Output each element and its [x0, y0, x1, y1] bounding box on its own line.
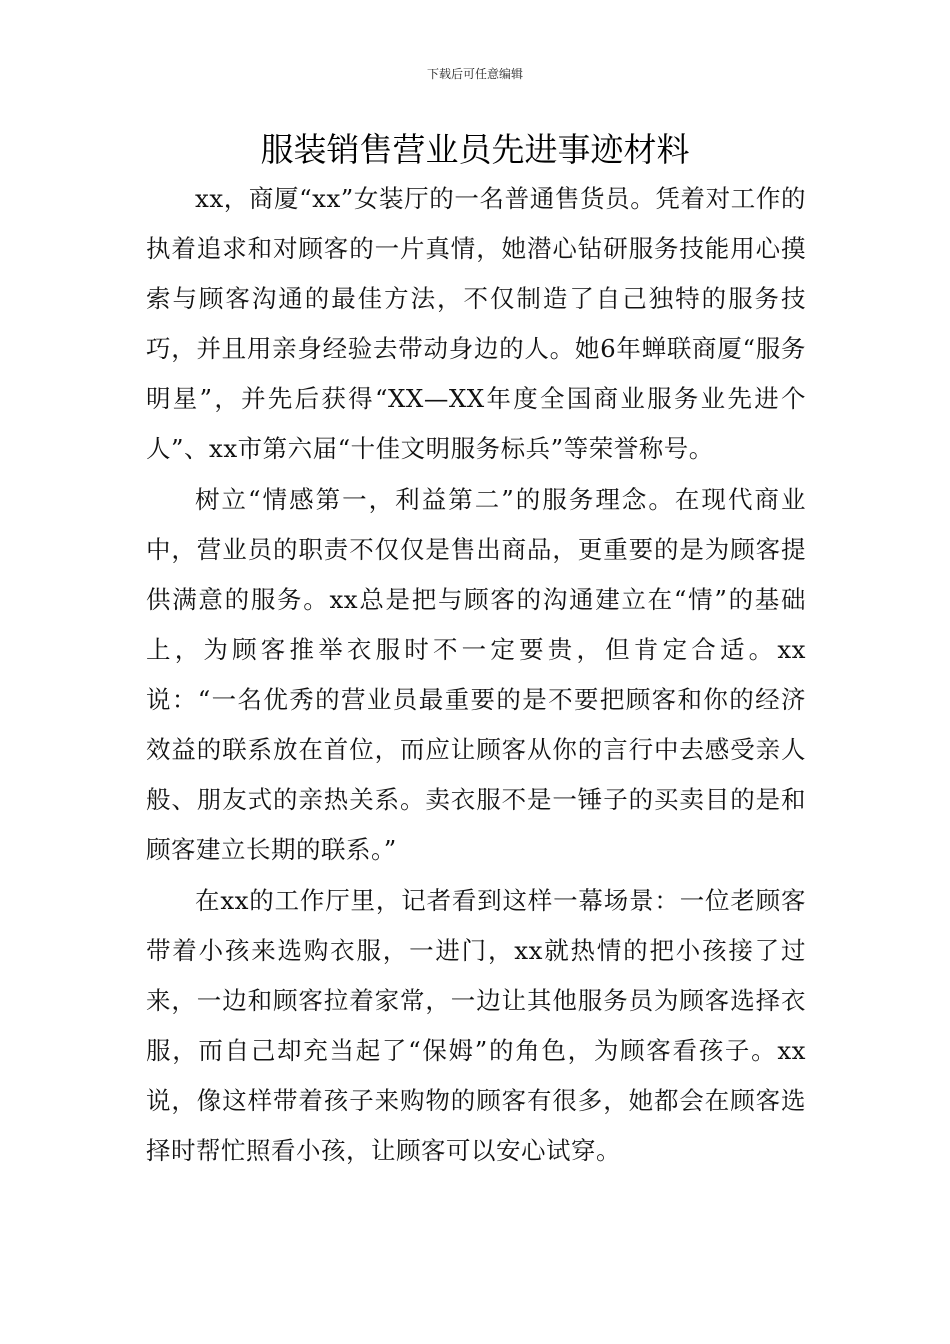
document-title: 服装销售营业员先进事迹材料	[260, 130, 690, 169]
paragraph-1: xx，商厦“xx”女装厅的一名普通售货员。凭着对工作的执着追求和对顾客的一片真情，她潜心钻研服务技能用心摸索与顾客沟通的最佳方法，不仅制造了自己独特的服务技巧，并且用亲身经验去带动身边的人。她6年蝉联商厦“服务明星”，并先后获得“XX—XX年度全国商业服务业先进个人”、xx市第六届“十佳文明服务标兵”等荣誉称号。	[146, 184, 806, 463]
header-note: 下载后可任意编辑	[426, 67, 523, 81]
document-body	[146, 174, 806, 1177]
paragraph-2: 树立“情感第一，利益第二”的服务理念。在现代商业中，营业员的职责不仅仅是售出商品，更重要的是为顾客提供满意的服务。xx总是把与顾客的沟通建立在“情”的基础上，为顾客推举衣服时不一定要贵，但肯定合适。xx说：“一名优秀的营业员最重要的是不要把顾客和你的经济效益的联系放在首位，而应让顾客从你的言行中去感受亲人般、朋友式的亲热关系。卖衣服不是一锤子的买卖目的是和顾客建立长期的联系。”	[146, 485, 806, 864]
paragraph-3: 在xx的工作厅里，记者看到这样一幕场景：一位老顾客带着小孩来选购衣服，一进门，xx就热情的把小孩接了过来，一边和顾客拉着家常，一边让其他服务员为顾客选择衣服，而自己却充当起了“保姆”的角色，为顾客看孩子。xx说，像这样带着孩子来购物的顾客有很多，她都会在顾客选择时帮忙照看小孩，让顾客可以安心试穿。	[146, 886, 806, 1165]
